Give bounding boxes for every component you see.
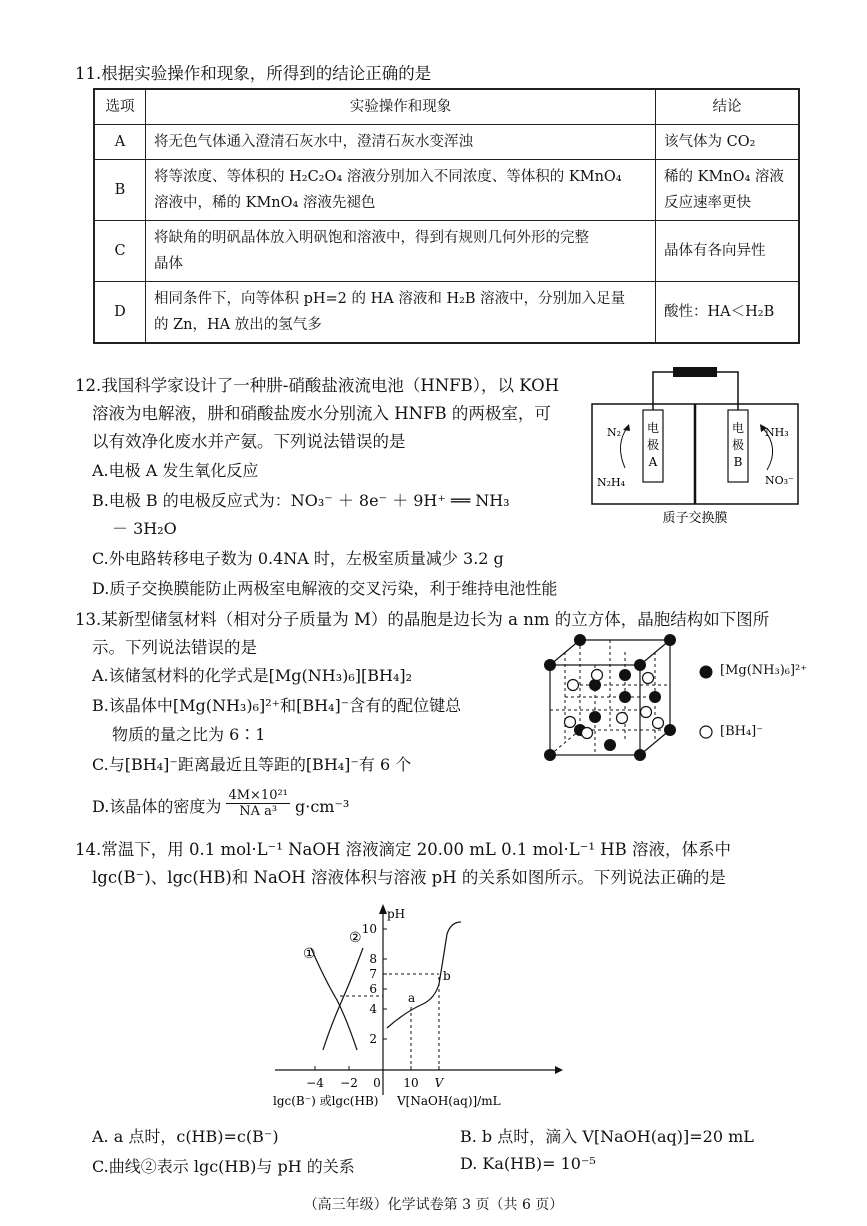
q11-title: 11.根据实验操作和现象，所得到的结论正确的是 [75, 64, 432, 83]
y-axis-label: pH [387, 907, 406, 921]
label-no3: NO₃⁻ [765, 474, 794, 487]
q12-line2: 溶液为电解液，肼和硝酸盐废水分别流入 HNFB 的两极室，可 [92, 404, 551, 423]
point-b-label: b [443, 969, 451, 983]
mg-ion [634, 749, 646, 761]
point-a-label: a [408, 991, 416, 1005]
operation-line: 将等浓度、等体积的 H₂C₂O₄ 溶液分别加入不同浓度、等体积的 KMnO₄ [154, 169, 622, 185]
x-tick-labels [306, 1076, 445, 1090]
header-operation: 实验操作和现象 [146, 89, 656, 125]
q14-option-d: D. Ka(HB)= 10⁻⁵ [460, 1154, 596, 1173]
table-row [94, 125, 799, 160]
mg-ion [544, 659, 556, 671]
electrode-b-label-2: 极 [731, 438, 745, 452]
x-tick: 0 [373, 1076, 381, 1090]
mg-ion [589, 711, 601, 723]
curve-1-label: ① [303, 946, 316, 962]
row-operation [146, 282, 656, 344]
y-tick: 7 [369, 967, 377, 981]
row-conclusion [656, 282, 800, 344]
bh4-ion [617, 713, 628, 724]
q12-option-d: D.质子交换膜能防止两极室电解液的交叉污染，利于维持电池性能 [92, 579, 558, 598]
q13-line2: 示。下列说法错误的是 [92, 638, 257, 657]
q14-option-c: C.曲线②表示 lgc(HB)与 pH 的关系 [92, 1157, 355, 1176]
density-unit: g·cm⁻³ [295, 797, 350, 816]
y-tick-labels [362, 922, 378, 1046]
mg-ion [619, 691, 631, 703]
bh4-ion [643, 673, 654, 684]
operation-line: 将缺角的明矾晶体放入明矾饱和溶液中，得到有规则几何外形的完整 [154, 230, 589, 246]
mg-ion [649, 691, 661, 703]
electrode-b-label-1: 电 [731, 421, 745, 435]
label-nh3: NH₃ [765, 426, 789, 439]
q14-line1: 14.常温下，用 0.1 mol·L⁻¹ NaOH 溶液滴定 20.00 mL 0.1 mol·L⁻¹ HB 溶液，体系中 [75, 840, 731, 859]
arrowhead-left [623, 424, 630, 431]
bh4-ion [565, 717, 576, 728]
q13-option-b: B.该晶体中[Mg(NH₃)₆]²⁺和[BH₄]⁻含有的配位键总 [92, 696, 462, 715]
q14-line2: lgc(B⁻)、lgc(HB)和 NaOH 溶液体积与溶液 pH 的关系如图所示。下列说法正确的是 [92, 868, 726, 887]
ph-graph [265, 900, 565, 1110]
mg-ion [664, 634, 676, 646]
guide-lines [340, 974, 439, 1070]
density-numerator: 4M×10²¹ [228, 788, 288, 803]
mg-ion [634, 659, 646, 671]
operation-line: 晶体 [154, 256, 183, 272]
row-conclusion [656, 221, 800, 282]
q13-option-c: C.与[BH₄]⁻距离最近且等距的[BH₄]⁻有 6 个 [92, 755, 412, 774]
mg-ion [604, 739, 616, 751]
row-operation [146, 160, 656, 221]
x-label-right: V[NaOH(aq)]/mL [397, 1094, 501, 1108]
electrode-a-label-3: A [648, 455, 658, 469]
resistor [673, 367, 717, 377]
y-tick: 6 [369, 982, 377, 996]
density-denominator: NA a³ [239, 804, 278, 819]
q11-table [93, 88, 800, 344]
x-tick: −2 [340, 1076, 358, 1090]
conclusion-line: 反应速率更快 [664, 195, 751, 211]
q12-option-b-cont: － 3H₂O [112, 519, 177, 538]
table-row [94, 160, 799, 221]
table-row [94, 221, 799, 282]
q12-option-b: B.电极 B 的电极反应式为：NO₃⁻ ＋ 8e⁻ ＋ 9H⁺ ══ NH₃ [92, 491, 510, 510]
y-tick-marks [383, 929, 387, 1039]
electrode-a-label-1: 电 [646, 421, 660, 435]
q13-option-d [92, 788, 350, 823]
mg-ion [619, 669, 631, 681]
row-option: C [94, 221, 146, 282]
x-tick: −4 [306, 1076, 324, 1090]
bh4-ion [653, 718, 664, 729]
curve-2 [323, 948, 363, 1050]
bh4-ion [582, 728, 593, 739]
y-axis-arrow [379, 904, 387, 914]
operation-line: 的 Zn，HA 放出的氢气多 [154, 317, 322, 333]
mg-ion [589, 679, 601, 691]
q12-option-c: C.外电路转移电子数为 0.4NA 时，左极室质量减少 3.2 g [92, 549, 504, 568]
label-n2h4: N₂H₄ [597, 476, 626, 489]
membrane-caption: 质子交换膜 [662, 511, 728, 526]
y-tick: 10 [361, 922, 377, 936]
table-header-row [94, 89, 799, 125]
curve-2-label: ② [349, 930, 362, 946]
curve-1 [311, 948, 357, 1050]
density-prefix: D.该晶体的密度为 [92, 797, 222, 816]
y-tick: 2 [369, 1032, 377, 1046]
mg-ion [574, 634, 586, 646]
crystal-legend-markers [696, 660, 716, 740]
q14-option-b: B. b 点时，滴入 V[NaOH(aq)]=20 mL [460, 1127, 754, 1146]
bh4-ion [592, 670, 603, 681]
row-option: B [94, 160, 146, 221]
conclusion-line: 稀的 KMnO₄ 溶液 [664, 169, 784, 185]
row-operation [146, 221, 656, 282]
y-tick: 8 [369, 952, 377, 966]
q13-option-b-cont: 物质的量之比为 6∶1 [112, 725, 266, 744]
legend-mg-label: [Mg(NH₃)₆]²⁺ [720, 663, 808, 678]
q14-option-a: A. a 点时，c(HB)=c(B⁻) [92, 1127, 279, 1146]
bh4-ion [568, 680, 579, 691]
operation-line: 相同条件下，向等体积 pH=2 的 HA 溶液和 H₂B 溶液中，分别加入足量 [154, 291, 626, 307]
battery-diagram [585, 360, 805, 530]
page-footer: （高三年级）化学试卷第 3 页（共 6 页） [303, 1197, 564, 1213]
bh4-ion [641, 707, 652, 718]
label-n2: N₂ [607, 426, 622, 439]
header-option: 选项 [94, 89, 146, 125]
table-row [94, 282, 799, 344]
row-conclusion [656, 125, 800, 160]
electrode-a-label-2: 极 [646, 438, 660, 452]
q13-line1: 13.某新型储氢材料（相对分子质量为 M）的晶胞是边长为 a nm 的立方体，晶胞结构如下图所 [75, 610, 770, 629]
row-conclusion [656, 160, 800, 221]
mg-ion [664, 724, 676, 736]
electrode-b-label-3: B [733, 455, 743, 469]
density-fraction [226, 788, 289, 819]
q12-line1: 12.我国科学家设计了一种肼-硝酸盐液流电池（HNFB），以 KOH [75, 376, 560, 395]
q12-option-a: A.电极 A 发生氧化反应 [92, 461, 259, 480]
row-option: A [94, 125, 146, 160]
row-operation [146, 125, 656, 160]
crystal-cell-diagram [540, 630, 690, 770]
conclusion-line: 晶体有各向异性 [664, 243, 766, 259]
q12-line3: 以有效净化废水并产氨。下列说法错误的是 [92, 432, 406, 451]
x-tick: V [434, 1076, 444, 1090]
legend-filled-marker [700, 666, 713, 679]
arrow-left [620, 428, 627, 468]
mg-ion [544, 749, 556, 761]
q13-option-a: A.该储氢材料的化学式是[Mg(NH₃)₆][BH₄]₂ [92, 666, 413, 685]
y-tick: 4 [369, 1002, 377, 1016]
operation-line: 将无色气体通入澄清石灰水中，澄清石灰水变浑浊 [154, 134, 473, 150]
operation-line: 溶液中，稀的 KMnO₄ 溶液先褪色 [154, 195, 376, 211]
x-label-left: lgc(B⁻) 或lgc(HB) [273, 1094, 379, 1108]
header-conclusion: 结论 [656, 89, 800, 125]
conclusion-line: 该气体为 CO₂ [664, 134, 756, 150]
legend-bh4-label: [BH₄]⁻ [720, 724, 764, 739]
legend-open-marker [700, 726, 712, 738]
conclusion-line: 酸性：HA＜H₂B [664, 304, 775, 320]
row-option: D [94, 282, 146, 344]
x-tick: 10 [403, 1076, 419, 1090]
x-axis-arrow [555, 1066, 563, 1074]
